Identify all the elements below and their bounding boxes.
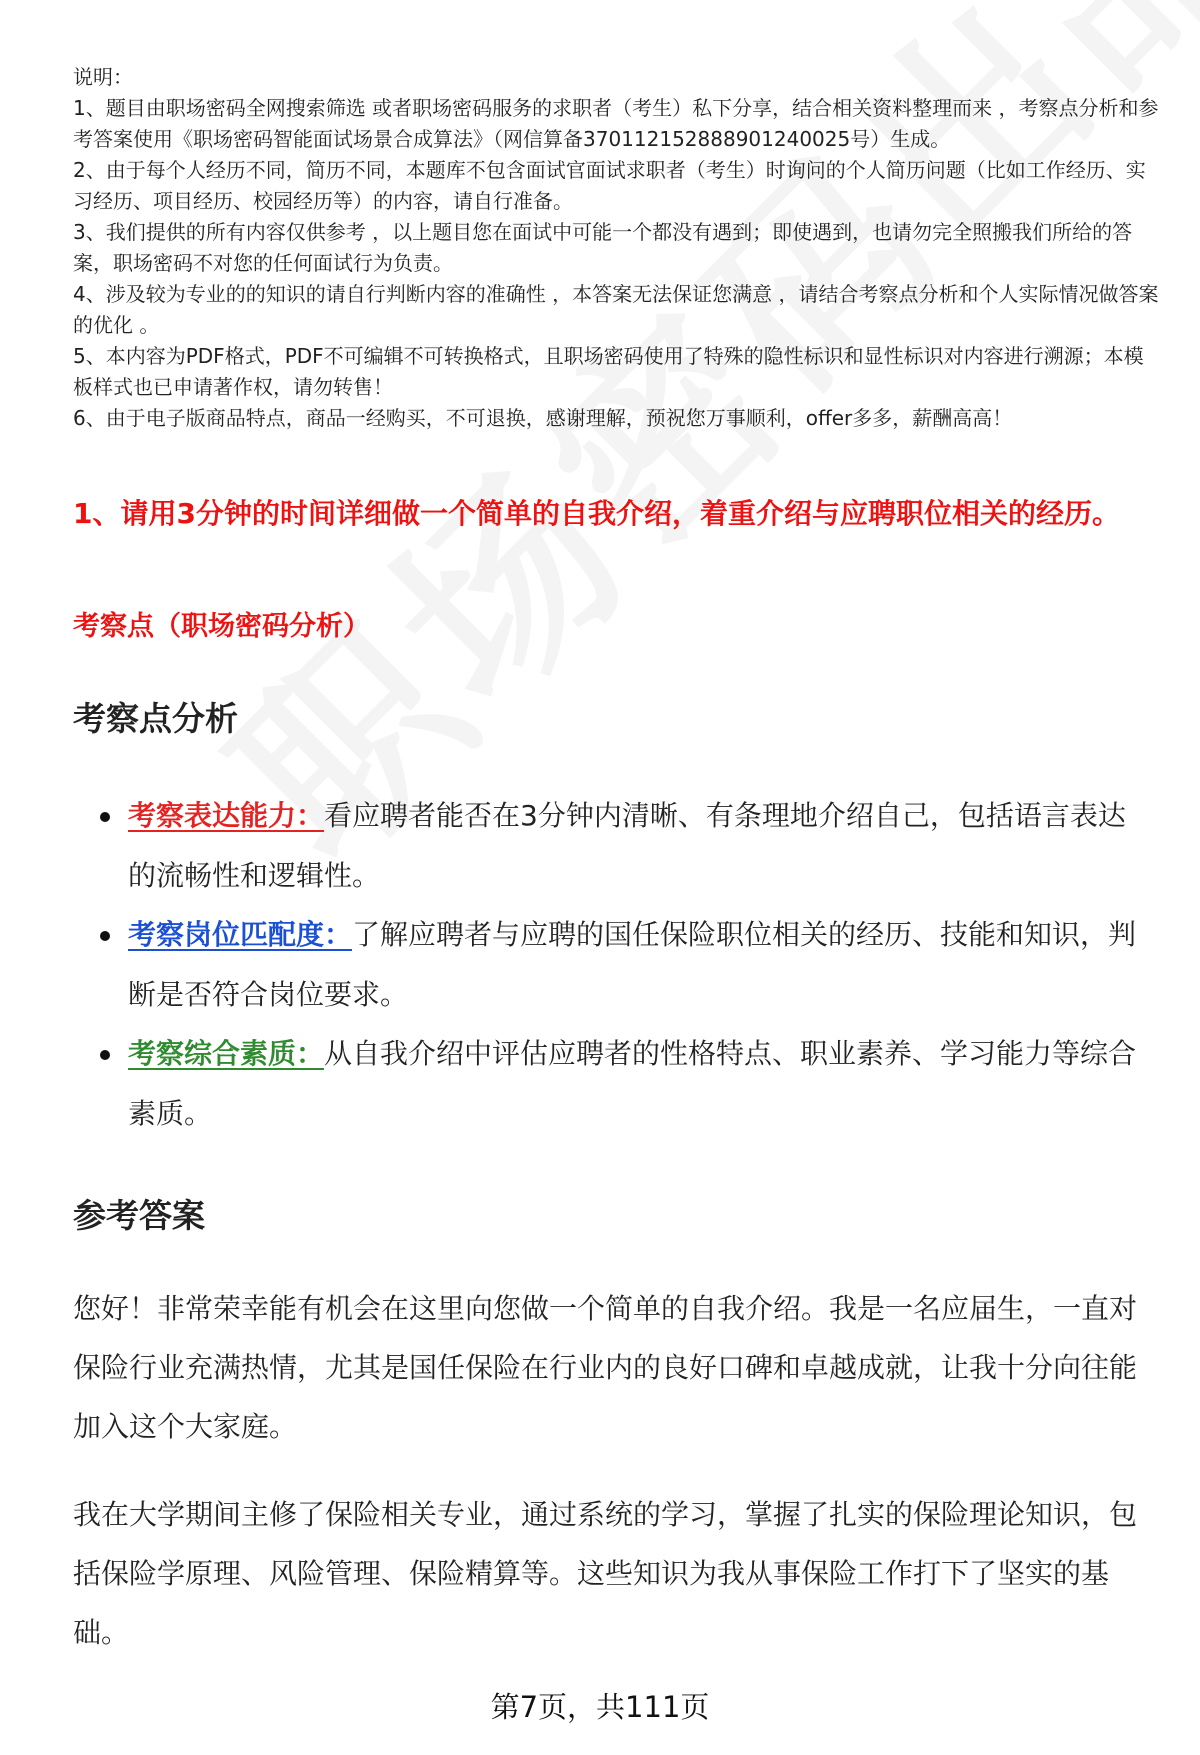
notes-line: 6、由于电子版商品特点，商品一经购买，不可退换，感谢理解，预祝您万事顺利，offer多多，薪酬高高！: [73, 406, 1013, 430]
analysis-text: 看应聘者能否在3分钟内清晰、有条理地介绍自己，包括语言表达的流畅性和逻辑性。: [128, 799, 1126, 892]
notes-line: 1、题目由职场密码全网搜索筛选 或者职场密码服务的求职者（考生）私下分享，结合相关资料整理而来 ，考察点分析和参考答案使用《职场密码智能面试场景合成算法》（网信算备370112152888901240025号）生成。: [73, 96, 1159, 151]
answer-paragraph: 您好！非常荣幸能有机会在这里向您做一个简单的自我介绍。我是一名应届生，一直对保险行业充满热情，尤其是国任保险在行业内的良好口碑和卓越成就，让我十分向往能加入这个大家庭。: [73, 1292, 1138, 1443]
notes-line: 4、涉及较为专业的的知识的请自行判断内容的准确性 ，本答案无法保证您满意 ，请结合考察点分析和个人实际情况做答案的优化 。: [73, 282, 1159, 337]
analysis-item: [100, 905, 1140, 1025]
question-title: 1、请用3分钟的时间详细做一个简单的自我介绍，着重介绍与应聘职位相关的经历。: [73, 497, 1120, 530]
analysis-item: [100, 786, 1140, 906]
disclaimer-notes: [73, 62, 1163, 434]
bullet-dot-icon: [100, 812, 110, 822]
analysis-keyword: 考察综合素质：: [128, 1037, 325, 1070]
bullet-dot-icon: [100, 931, 110, 941]
analysis-text: 了解应聘者与应聘的国任保险职位相关的经历、技能和知识，判断是否符合岗位要求。: [128, 918, 1137, 1011]
assessment-points-label: 考察点（职场密码分析）: [73, 611, 370, 642]
analysis-item: [100, 1024, 1140, 1144]
answer-paragraph: 我在大学期间主修了保险相关专业，通过系统的学习，掌握了扎实的保险理论知识，包括保险学原理、风险管理、保险精算等。这些知识为我从事保险工作打下了坚实的基础。: [73, 1498, 1138, 1649]
analysis-list: [100, 786, 1140, 1143]
notes-line: 5、本内容为PDF格式，PDF不可编辑不可转换格式，且职场密码使用了特殊的隐性标识和显性标识对内容进行溯源；本模板样式也已申请著作权，请勿转售！: [73, 344, 1144, 399]
notes-line: 说明：: [73, 65, 133, 89]
answer-heading: 参考答案: [73, 1196, 205, 1235]
analysis-keyword: 考察表达能力：: [128, 799, 325, 832]
analysis-text: 从自我介绍中评估应聘者的性格特点、职业素养、学习能力等综合素质。: [128, 1037, 1137, 1130]
analysis-keyword: 考察岗位匹配度：: [128, 918, 353, 951]
bullet-dot-icon: [100, 1050, 110, 1060]
analysis-heading: 考察点分析: [73, 699, 238, 738]
notes-line: 2、由于每个人经历不同，简历不同，本题库不包含面试官面试求职者（考生）时询问的个人简历问题（比如工作经历、实习经历、项目经历、校园经历等）的内容，请自行准备。: [73, 158, 1146, 213]
page-number: 第7页，共111页: [490, 1690, 710, 1724]
notes-line: 3、我们提供的所有内容仅供参考 ，以上题目您在面试中可能一个都没有遇到；即使遇到，也请勿完全照搬我们所给的答案，职场密码不对您的任何面试行为负责。: [73, 220, 1133, 275]
